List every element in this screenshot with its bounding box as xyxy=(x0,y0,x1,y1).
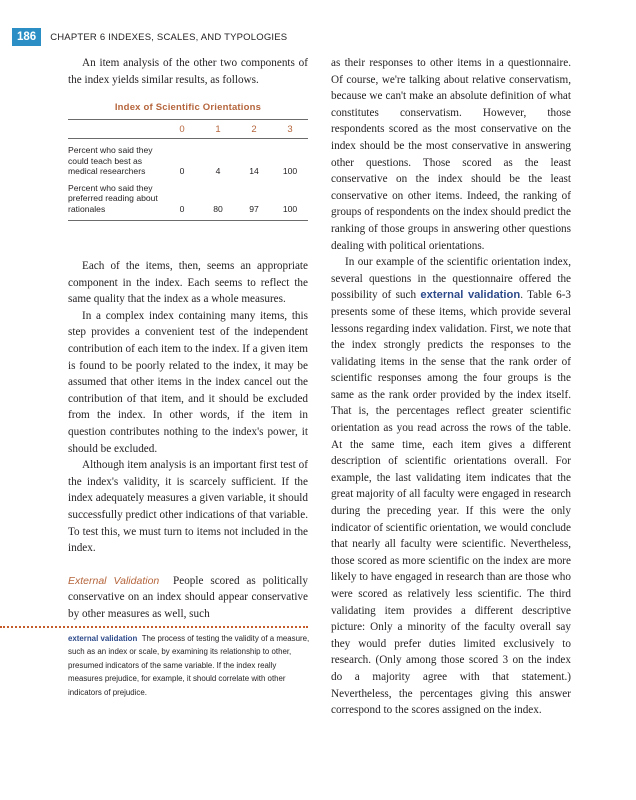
page-number: 186 xyxy=(12,28,41,46)
chapter-title: CHAPTER 6 INDEXES, SCALES, AND TYPOLOGIES xyxy=(50,31,288,43)
body-paragraph: Each of the items, then, seems an appropriate component in the index. Each seems to reflect the same quality that the index as a whole measures. xyxy=(68,260,308,306)
table-cell: 100 xyxy=(282,166,298,177)
table-cell: 4 xyxy=(215,166,221,177)
intro-paragraph: An item analysis of the other two components of the index yields similar results, as follows. xyxy=(68,57,308,86)
section-heading: External Validation xyxy=(68,574,160,587)
keyword-link[interactable]: external validation xyxy=(420,289,521,302)
table-cell: 0 xyxy=(179,203,185,214)
table-cell: 100 xyxy=(282,203,298,214)
body-paragraph: In our example of the scientific orientation index, several questions in the questionnaire offered the possibility of such external validation. Table 6-3 presents some of these items, which provide several lessons regarding index validation. First, we note that the index strongly predicts the responses to the validating items in the sense that the rank order of scientific responses among the four groups is the same as the rank order provided by the index itself. That is, the percentages reflect greater scientific orientation as you read across the rows of the table. At the same time, each item gives a different description of scientific orientations overall. For example, the last validating item indicates that the great majority of all faculty were engaged in research during the preceding year. If this were the only indicator of scientific orientation, we would conclude that nearly all faculty were scientific. Nevertheless, those scored as more scientific on the index are more likely to have engaged in research than are those who were scored as relatively less scientific. The third validating item provides a different descriptive picture: Only a minority of the faculty overall say they would prefer duties limited exclusively to research. (Only among those scored 3 on the index do a majority agree with that statement.) Nevertheless, the percentages giving this answer correspond to the scores assigned on the index. xyxy=(331,256,572,717)
table-col-header: 2 xyxy=(251,123,257,135)
table-cell: 97 xyxy=(249,203,259,214)
running-header xyxy=(12,28,287,46)
glossary-divider xyxy=(0,626,308,628)
left-body xyxy=(68,258,308,622)
body-paragraph: External Validation People scored as politically conservative on an index should appear conservative by other measures as well, such xyxy=(68,574,308,620)
table-cell: 14 xyxy=(249,166,259,177)
body-paragraph: Although item analysis is an important first test of the index's validity, it is scarcely sufficient. If the index adequately measures a given variable, it should successfully predict other indications of that variable. To test this, we must turn to items not included in the index. xyxy=(68,459,308,555)
glossary-definition: The process of testing the validity of a measure, such as an index or scale, by examining its relationship to other, presumed indicators of the same variable. If the index really measures prejudice, for example, it should correlate with other indicators of prejudice. xyxy=(68,634,310,697)
right-body xyxy=(331,55,571,719)
body-paragraph: as their responses to other items in a questionnaire. Of course, we're talking about relative conservatism, because we can't make an absolute definition of what constitutes conservatism. However, those respondents scored as the most conservative on the index should be the most conservative in answering other questions. Those scored as the least conservative on the index should be the least conservative on other items. Indeed, the ranking of groups of respondents on the index should predict the ranking of those groups in answering other questions dealing with political orientations. xyxy=(331,57,571,252)
table-title: Index of Scientific Orientations xyxy=(114,102,262,113)
table-col-header: 1 xyxy=(215,123,221,135)
table-header-row xyxy=(68,120,308,138)
index-table xyxy=(68,102,308,221)
table-cell: 0 xyxy=(179,166,185,177)
body-paragraph: In a complex index containing many items, this step provides a convenient test of the independent contribution of each item to the index. If a given item is found to be poorly related to the index, it may be assumed that other items in the index cancel out the contribution of that item, and it should be excluded from the index. In other words, if the item in question contributes nothing to the index's power, it should be excluded. xyxy=(68,309,308,455)
table-row xyxy=(68,183,308,215)
glossary-box xyxy=(68,632,310,699)
table-cell: 80 xyxy=(213,203,223,214)
glossary-term: external validation xyxy=(68,634,138,643)
table-col-header: 3 xyxy=(287,123,293,135)
table-col-header: 0 xyxy=(179,123,185,135)
row-label: Percent who said they preferred reading about rationales xyxy=(68,182,158,214)
table-row xyxy=(68,145,308,177)
row-label: Percent who said they could teach best as medical researchers xyxy=(68,145,153,177)
